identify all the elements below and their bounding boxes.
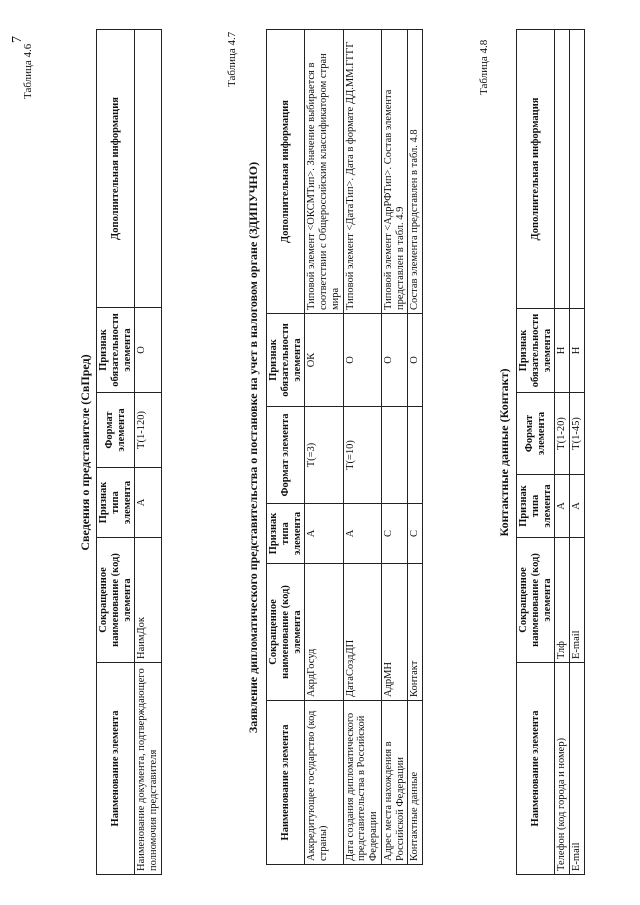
header-element-type: Признак типа элемента [97, 468, 135, 538]
table-row [408, 30, 423, 865]
table-4-8-caption: Таблица 4.8 [478, 39, 490, 95]
table-row [570, 30, 585, 875]
header-element-type: Признак типа элемента [517, 475, 555, 538]
header-element-required: Признак обязательности элемента [97, 308, 135, 393]
cell-element-name: Дата создания дипломатического представительства в Российской Федерации [343, 701, 381, 865]
cell-element-format: Т(1-45) [570, 393, 585, 475]
cell-element-code: НаимДок [135, 538, 162, 663]
header-element-code: Сокращенное наименование (код) элемента [97, 538, 135, 663]
cell-element-required: О [408, 314, 423, 407]
cell-element-format: Т(1-120) [135, 393, 162, 468]
cell-element-name: Телефон (код города и номер) [555, 663, 570, 875]
header-element-name: Наименование элемента [517, 663, 555, 875]
cell-element-type: С [381, 504, 408, 564]
cell-element-info [555, 30, 570, 309]
cell-element-info: Типовой элемент <АдрРФТип>. Состав элемента представлен в табл. 4.9 [381, 30, 408, 314]
table-4-7-caption: Таблица 4.7 [226, 31, 238, 87]
header-element-info: Дополнительная информация [97, 30, 135, 308]
table-4-6-title: Сведения о представителе (СвПред) [78, 354, 92, 551]
cell-element-name: E-mail [570, 663, 585, 875]
table-row [555, 30, 570, 875]
cell-element-type: А [135, 468, 162, 538]
table-4-7 [266, 29, 423, 865]
table-4-8-title: Контактные данные (Контакт) [497, 368, 511, 537]
cell-element-required: О [135, 308, 162, 393]
cell-element-name: Адрес места нахождения в Российской Федерации [381, 701, 408, 865]
cell-element-name: Наименование документа, подтверждающего полномочия представителя [135, 663, 162, 875]
cell-element-required: Н [570, 309, 585, 393]
header-element-info: Дополнительная информация [267, 30, 305, 314]
table-row [305, 30, 343, 865]
header-element-required: Признак обязательности элемента [267, 314, 305, 407]
cell-element-info: Состав элемента представлен в табл. 4.8 [408, 30, 423, 314]
cell-element-info [135, 30, 162, 308]
header-element-code: Сокращенное наименование (код) элемента [267, 564, 305, 701]
table-4-6 [96, 29, 162, 875]
table-4-8 [516, 29, 585, 875]
table-row [343, 30, 381, 865]
cell-element-required: Н [555, 309, 570, 393]
header-element-info: Дополнительная информация [517, 30, 555, 309]
cell-element-format: Т(=3) [305, 407, 343, 504]
cell-element-name: Контактные данные [408, 701, 423, 865]
cell-element-code: Контакт [408, 564, 423, 701]
header-element-code: Сокращенное наименование (код) элемента [517, 538, 555, 663]
cell-element-name: Аккредитующее государство (код страны) [305, 701, 343, 865]
header-element-required: Признак обязательности элемента [517, 309, 555, 393]
cell-element-code: ДатаСоздДП [343, 564, 381, 701]
cell-element-format: Т(=10) [343, 407, 381, 504]
table-4-6-caption: Таблица 4.6 [22, 43, 34, 99]
header-element-format: Формат элемента [97, 393, 135, 468]
cell-element-type: А [570, 475, 585, 538]
cell-element-info: Типовой элемент <ОКСМТип>. Значение выбирается в соответствии с Общероссийским классификатором стран мира [305, 30, 343, 314]
table-4-7-title: Заявление дипломатического представительства о постановке на учет в налоговом органе (ЗДИПУЧНО) [246, 161, 260, 734]
cell-element-code: Тлф [555, 538, 570, 663]
cell-element-type: А [343, 504, 381, 564]
cell-element-required: О [381, 314, 408, 407]
cell-element-required: ОК [305, 314, 343, 407]
table-row [381, 30, 408, 865]
cell-element-type: А [555, 475, 570, 538]
header-element-format: Формат элемента [517, 393, 555, 475]
cell-element-required: О [343, 314, 381, 407]
header-element-type: Признак типа элемента [267, 504, 305, 564]
cell-element-code: АдрМН [381, 564, 408, 701]
cell-element-info: Типовой элемент <ДатаТип>. Дата в формате ДД.ММ.ГГГГ [343, 30, 381, 314]
cell-element-format [381, 407, 408, 504]
cell-element-code: E-mail [570, 538, 585, 663]
table-row [135, 30, 162, 875]
cell-element-type: С [408, 504, 423, 564]
page-number: 7 [10, 36, 25, 43]
header-element-name: Наименование элемента [97, 663, 135, 875]
header-element-name: Наименование элемента [267, 701, 305, 865]
cell-element-type: А [305, 504, 343, 564]
cell-element-format [408, 407, 423, 504]
header-element-format: Формат элемента [267, 407, 305, 504]
cell-element-code: АкрдГосуд [305, 564, 343, 701]
cell-element-format: Т(1-20) [555, 393, 570, 475]
cell-element-info [570, 30, 585, 309]
